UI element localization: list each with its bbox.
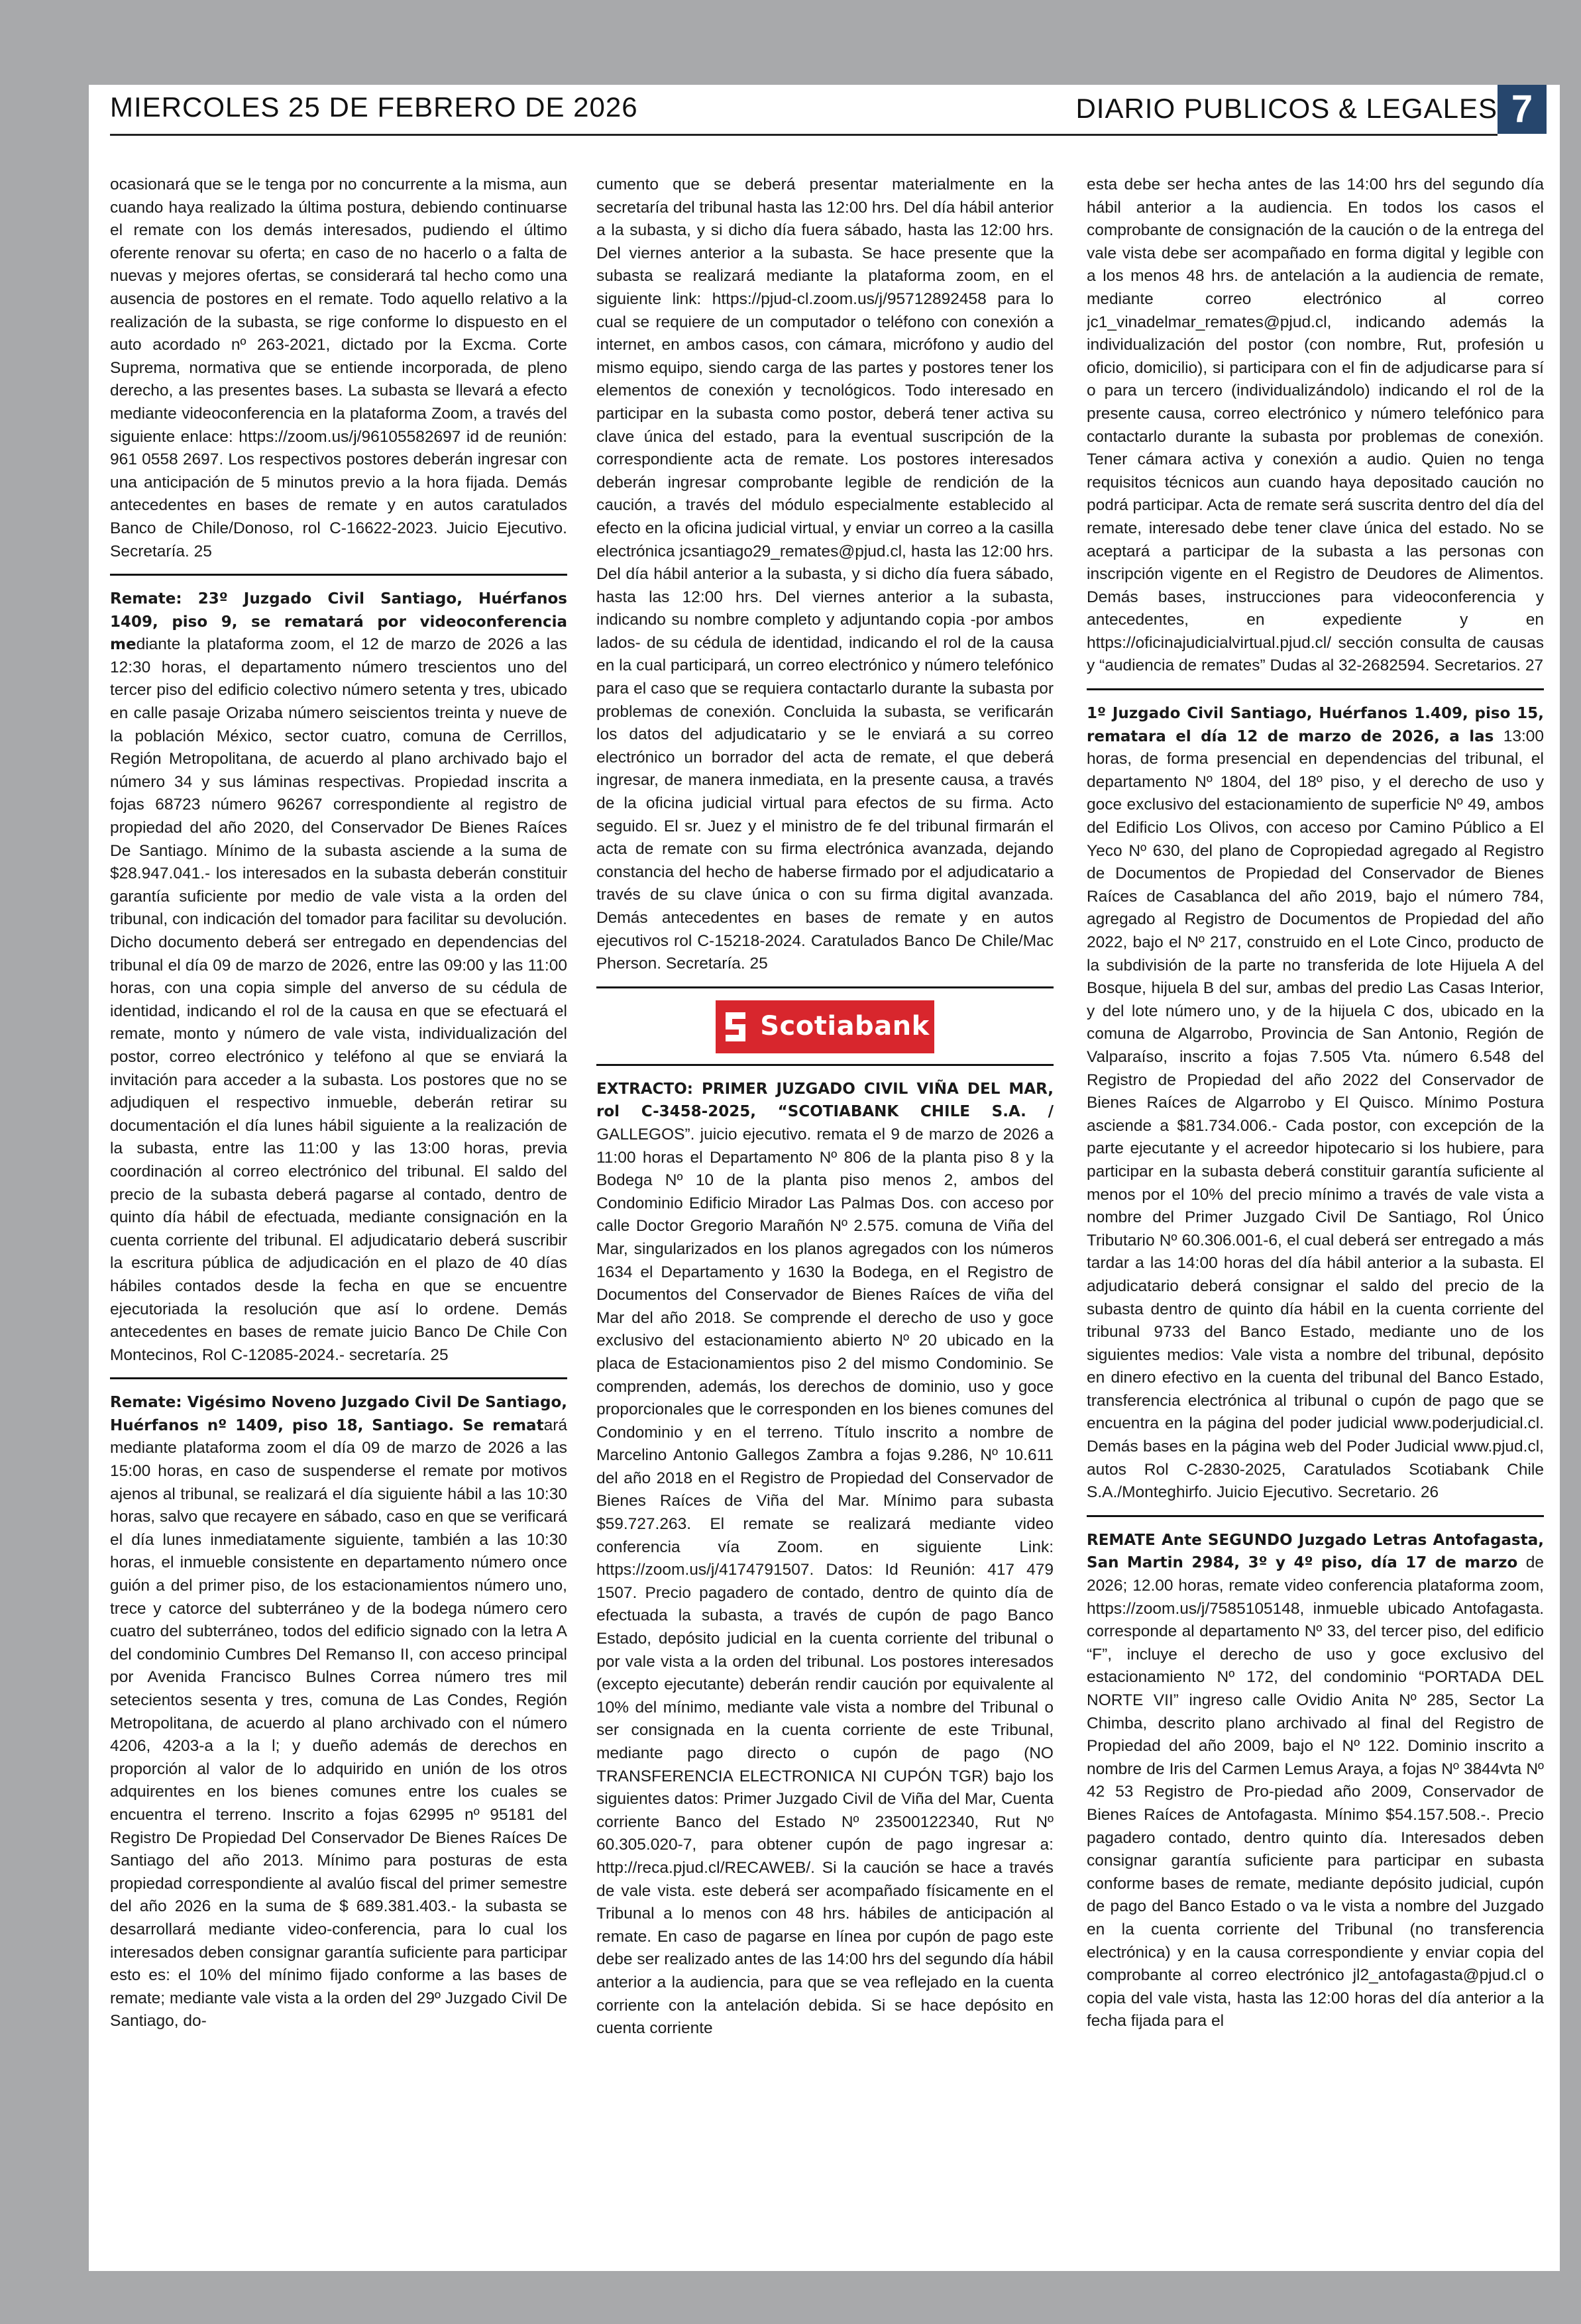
notice [1087,1529,1544,2033]
notice-heading: EXTRACTO: PRIMER JUZGADO CIVIL VIÑA DEL MAR, rol C-3458-2025, “SCOTIABANK CHILE S.A. / [596,1080,1054,1121]
notice-divider [596,1064,1054,1066]
notice-text: esta debe ser hecha antes de las 14:00 hrs del segundo día hábil anterior a la audiencia. En todos los casos el comprobante de consignación de la caución o de la entrega del vale vista debe ser acompañado en forma digital y legible con a los menos 48 hrs. de antelación a la audiencia de remate, mediante correo electrónico al correo jc1_vinadelmar_remates@pjud.cl, indicando además la individualización del postor (con nombre, Rut, profesión u oficio, domicilio), si participara con el fin de adjudicarse para sí o para un tercero (individualizándolo) indicando el rol de la presente causa, correo electrónico y número telefónico para contactarlo durante la subasta por problemas de conexión. Tener cámara activa y conexión a audio. Quien no tenga requisitos técnicos aun cuando haya depositado caución no podrá participar. Acta de remate será suscrita dentro del día del remate, interesado debe tener clave única del estado. No se aceptará a participar de la subasta a las personas con inscripción vigente en el Registro de Deudores de Alimentos. Demás bases, instrucciones para videoconferencia y antecedentes, en expediente y en https://oficinajudicialvirtual.pjud.cl/ sección consulta de causas y “audiencia de remates” Dudas al 32-2682594. Secretarios. 27 [1087,176,1544,675]
column-2 [596,174,1054,2260]
notice-body: diante la plataforma zoom, el 12 de marzo de 2026 a las 12:30 horas, el departamento número trescientos uno del tercer piso del edificio colectivo número setenta y tres, ubicado en calle pasaje Orizaba número seiscientos treinta y nueve de la población México, sector cuatro, comuna de Cerrillos, Región Metropolitana, de acuerdo al plano archivado bajo el número 34 y sus láminas respectivas. Propiedad inscrita a fojas 68723 número 96267 correspondiente al registro de propiedad del año 2020, del Conservador De Bienes Raíces De Santiago. Mínimo de la subasta asciende a la suma de $28.947.041.- los interesados en la subasta deberán constituir garantía suficiente por medio de vale vista a la orden del tribunal, con indicación del tomador para facilitar su devolución. Dicho documento deberá ser entregado en dependencias del tribunal el día 09 de marzo de 2026, entre las 09:00 y las 11:00 horas, con una copia simple del anverso de su cédula de identidad, indicando el rol de la causa en que se efectuará el remate, monto y número de vale vista, individualización del postor, correo electrónico y teléfono al que se enviará la invitación para acceder a la subasta. Los postores que no se adjudiquen el respectivo inmueble, deberán retirar su documentación el día lunes hábil siguiente a la realización de la subasta, entre las 11:00 y las 13:00 horas, previa coordinación al correo electrónico del tribunal. El saldo del precio de la subasta deberá pagarse al contado, dentro de quinto día hábil de efectuada, mediante consignación en la cuenta corriente del tribunal. El adjudicatario deberá suscribir la escritura pública de adjudicación en el plazo de 40 días hábiles contados desde la fecha en que se encuentre ejecutoriada la resolución que así lo ordene. Demás antecedentes en bases de remate juicio Banco De Chile Con Montecinos, Rol C-12085-2024.- secretaría. 25 [110,635,567,1364]
notice-heading: Remate: Vigésimo Noveno Juzgado Civil De Santiago, Huérfanos nº 1409, piso 18, Santiago. Se remat [110,1394,567,1434]
notice [596,1078,1054,2040]
notice-divider [110,574,567,576]
issue-date: MIERCOLES 25 DE FEBRERO DE 2026 [110,91,638,123]
column-1 [110,174,567,2260]
notice-divider [1087,1515,1544,1517]
notice-body: de 2026; 12.00 horas, remate video conferencia plataforma zoom, https://zoom.us/j/7585105148, inmueble ubicado Antofagasta. corresponde al departamento Nº 33, del tercer piso, del edificio “F”, incluye el derecho de uso y goce exclusivo del estacionamiento Nº 172, del condominio “PORTADA DEL NORTE VII” ingreso calle Ovidio Anita Nº 285, Sector La Chimba, descrito plano archivado al final del Registro de Propiedad del año 2009, bajo el Nº 122. Dominio inscrito a nombre de Iris del Carmen Lemus Araya, a fojas Nº 3844vta Nº 42 53 Registro de Pro-piedad año 2009, Conservador de Bienes Raíces de Antofagasta. Mínimo $54.157.508.-. Precio pagadero contado, dentro quinto día. Interesados deben consignar garantía suficiente para participar en subasta conforme bases de remate, mediante depósito judicial, cupón de pago del Banco Estado o va le vista a nombre del Juzgado en la cuenta corriente del Tribunal (no transferencia electrónica) y en la causa correspondiente y enviar copia del comprobante al correo electrónico jl2_antofagasta@pjud.cl o copia del vale vista, hasta las 12:00 horas del día anterior a la fecha fijada para el [1087,1554,1544,2031]
notice-body: ará mediante plataforma zoom el día 09 de marzo de 2026 a las 15:00 horas, en caso de suspenderse el remate por motivos ajenos al tribunal, se realizará el día siguiente hábil a las 10:30 horas, salvo que recayere en sábado, caso en que se verificará el día lunes inmediatamente siguiente, también a las 10:30 horas, el inmueble consistente en departamento número once guión a del primer piso, de los estacionamientos número uno, trece y catorce del subterráneo y de la bodega número cero cuatro del subterráneo, todos del edificio signado con la letra A del condominio Cumbres Del Remanso II, con acceso principal por Avenida Francisco Bulnes Correa número tres mil setecientos sesenta y tres, comuna de Las Condes, Región Metropolitana, de acuerdo al plano archivado con el número 4206, 4203-a a la l; y dueño además de derechos en proporción al valor de lo adquirido en unión de los otros adquirentes en los bienes comunes entre los cuales se encuentra el terreno. Inscrito a fojas 62995 nº 95181 del Registro De Propiedad Del Conservador De Bienes Raíces De Santiago del año 2013. Mínimo para posturas de esta propiedad correspondiente al avalúo fiscal del primer semestre del año 2026 en la suma de $ 689.381.403.- la subasta se desarrollará mediante video-conferencia, para lo cual los interesados deben consignar garantía suficiente para participar esto es: el 10% del mínimo fijado conforme a las bases de remate; mediante vale vista a la orden del 29º Juzgado Civil De Santiago, do- [110,1416,567,2031]
page-header [110,85,1498,136]
notice [110,588,567,1367]
notice [1087,702,1544,1505]
scotiabank-emblem-icon [720,1010,751,1044]
notice-heading: REMATE Ante SEGUNDO Juzgado Letras Antofagasta, San Martin 2984, 3º y 4º piso, día 17 de marzo [1087,1531,1544,1572]
notice-body: 13:00 horas, de forma presencial en dependencias del tribunal, el departamento Nº 1804, del 18º piso, y el derecho de uso y goce exclusivo del estacionamiento de superficie Nº 49, ambos del Edificio Los Olivos, con acceso por Camino Público a El Yeco Nº 630, del plano de Copropiedad agregado al Registro de Documentos de Propiedad del Conservador de Bienes Raíces de Casablanca del año 2019, bajo el número 784, agregado al Registro de Documentos de Propiedad del año 2022, bajo el Nº 217, construido en el Lote Cinco, producto de la subdivisión de la parte no transferida de lote Hijuela A del Bosque, hijuela B del sur, ambas del predio Las Casas Interior, y del lote número uno, y de la hijuela C dos, ubicado en la comuna de Algarrobo, Provincia de San Antonio, Región de Valparaíso, inscrito a fojas 7.505 Vta. número 6.548 del Registro de Propiedad del año 2022 del Conservador de Bienes Raíces de Algarrobo y El Quisco. Mínimo Postura asciende a $81.734.006.- Cada postor, con excepción de la parte ejecutante y el acreedor hipotecario si los hubiere, para participar en la subasta deberá constituir garantía suficiente al menos por el 10% del precio mínimo a través de vale vista a nombre del Primer Juzgado Civil De Santiago, Rol Único Tributario Nº 60.306.001-6, el cual deberá ser entregado a más tardar a las 14:00 horas del día hábil anterior a la subasta. El adjudicatario deberá consignar el saldo del precio de la subasta dentro de quinto día hábil en la cuenta corriente del tribunal 9733 del Banco Estado, mediante uno de los siguientes medios: Vale vista a nombre del tribunal, depósito en dinero efectivo en la cuenta del tribunal del Banco Estado, transferencia electrónica al tribunal o cupón de pago que se encuentra en la página del poder judicial www.poderjudicial.cl. Demás bases en la página web del Poder Judicial www.pjud.cl, autos Rol C-2830-2025, Caratulados Scotiabank Chile S.A./Monteghirfo. Juicio Ejecutivo. Secretario. 26 [1087,727,1544,1502]
notice-divider [110,1377,567,1379]
notice [110,1391,567,2033]
logo-wordmark: Scotiabank [760,1011,930,1042]
publication-title: DIARIO PUBLICOS & LEGALES [1075,93,1498,124]
notice-text: cumento que se deberá presentar materialmente en la secretaría del tribunal hasta las 12:00 hrs. Del día hábil anterior a la subasta, y si dicho día fuera sábado, hasta las 12:00 hrs. Del viernes anterior a la subasta. Se hace presente que la subasta se realizará mediante la plataforma zoom, en el siguiente link: https://pjud-cl.zoom.us/j/95712892458 para lo cual se requiere de un computador o teléfono con conexión a internet, en ambos casos, con cámara, micrófono y audio del mismo equipo, siendo carga de las partes y postores tener los elementos de conexión y tecnológicos. Todo interesado en participar en la subasta como postor, deberá tener activa su clave única del estado, para la eventual suscripción de la correspondiente acta de remate. Los postores interesados deberán ingresar comprobante legible de rendición de la caución, a través del módulo especialmente establecido al efecto en la oficina judicial virtual, y enviar un correo a la casilla electrónica jcsantiago29_remates@pjud.cl, hasta las 12:00 hrs. Del día hábil anterior a la subasta, y si dicho día fuera sábado, hasta las 12:00 hrs. Del viernes anterior a la subasta, indicando su nombre completo y adjuntando copia -por ambos lados- de su cédula de identidad, indicando el rol de la causa en la cual participará, un correo electrónico y número telefónico para el caso que se requiera contactarlo durante la subasta por problemas de conexión. Concluida la subasta, se verificarán los datos del adjudicatario y se le enviará a su correo electrónico un borrador del acta de remate, el que deberá ingresar, de manera inmediata, en la presente causa, a través de la oficina judicial virtual para efectos de su firma. Acto seguido. El sr. Juez y el ministro de fe del tribunal firmarán el acta de remate con su firma electrónica avanzada, dejando constancia del hecho de haberse firmado por el adjudicatario a través de su clave única o con su firma digital avanzada. Demás antecedentes en bases de remate y en autos ejecutivos rol C-15218-2024. Caratulados Banco De Chile/Mac Pherson. Secretaría. 25 [596,176,1054,973]
notice-text: ocasionará que se le tenga por no concurrente a la misma, aun cuando haya realizado la última postura, debiendo continuarse el remate con los demás interesados, pudiendo el último oferente renovar su oferta; en caso de no hacerlo o a falta de nuevas y mejores ofertas, se considerará tal hecho como una ausencia de postores en el remate. Todo aquello relativo a la realización de la subasta, se rige conforme lo dispuesto en el auto acordado nº 263-2021, dictado por la Excma. Corte Suprema, normativa que se entiende incorporada, de pleno derecho, a las presentes bases. La subasta se llevará a efecto mediante videoconferencia en la plataforma Zoom, a través del siguiente enlace: https://zoom.us/j/96105582697 id de reunión: 961 0558 2697. Los respectivos postores deberán ingresar con una anticipación de 5 minutos previo a la hora fijada. Demás antecedentes en bases de remate y en autos caratulados Banco de Chile/Donoso, rol C-16622-2023. Juicio Ejecutivo. Secretaría. 25 [110,176,567,560]
notice-heading: Remate: 23º Juzgado Civil Santiago, Huérfanos 1409, piso 9, se rematará por videoconferencia me [110,590,567,654]
notice-body: GALLEGOS”. juicio ejecutivo. remata el 9 de marzo de 2026 a 11:00 horas el Departamento Nº 806 de la planta piso 8 y la Bodega Nº 10 de la planta piso menos 2, ambos del Condominio Edificio Mirador Las Palmas Dos. con acceso por calle Doctor Gregorio Marañón Nº 2.575. comuna de Viña del Mar, singularizados en los planos agregados con los números 1634 el Departamento y 1630 la Bodega, en el Registro de Documentos del Conservador de Bienes Raíces de viña del Mar del año 2018. Se comprende el derecho de uso y goce exclusivo del estacionamiento abierto Nº 20 ubicado en la placa de Estacionamientos piso 2 del mismo Condominio. Se comprenden, además, los derechos de dominio, uso y goce proporcionales que le corresponden en los bienes comunes del Condominio y en el terreno. Título inscrito a nombre de Marcelino Antonio Gallegos Zambra a fojas 9.286, Nº 10.611 del año 2018 en el Registro de Propiedad del Conservador de Bienes Raíces de Viña del Mar. Mínimo para subasta $59.727.263. El remate se realizará mediante video conferencia vía Zoom. en siguiente Link: https://zoom.us/j/4174791507. Datos: Id Reunión: 417 479 1507. Precio pagadero de contado, dentro de quinto día de efectuada la subasta, a través de cupón de pago Banco Estado, depósito judicial en la cuenta corriente del tribunal o por vale vista a la orden del tribunal. Los postores interesados (excepto ejecutante) deberán rendir caución por equivalente al 10% del mínimo, mediante vale vista a nombre del Tribunal o ser consignada en la cuenta corriente de este Tribunal, mediante pago directo o cupón de pago (NO TRANSFERENCIA ELECTRONICA NI CUPÓN TGR) bajo los siguientes datos: Primer Juzgado Civil de Viña del Mar, Cuenta corriente Banco del Estado Nº 23500122340, Rut Nº 60.305.020-7, para obtener cupón de pago ingresar a: http://reca.pjud.cl/RECAWEB/. Si la caución se hace a través de vale vista. este deberá ser acompañado físicamente en el Tribunal a lo menos con 48 hrs. hábiles de anticipación al remate. En caso de pagarse en línea por cupón de pago este debe ser realizado antes de las 14:00 hrs del segundo día hábil anterior a la audiencia, para que se vea reflejado en la cuenta corriente con la antelación debida. Si se hace depósito en cuenta corriente [596,1125,1054,2038]
notice-divider [596,986,1054,988]
page-number: 7 [1498,85,1547,134]
scotiabank-logo [716,1000,934,1053]
column-3 [1087,174,1544,2260]
notice-divider [1087,688,1544,690]
notice-heading: 1º Juzgado Civil Santiago, Huérfanos 1.409, piso 15, rematara el día 12 de marzo de 2026, a las [1087,705,1544,745]
